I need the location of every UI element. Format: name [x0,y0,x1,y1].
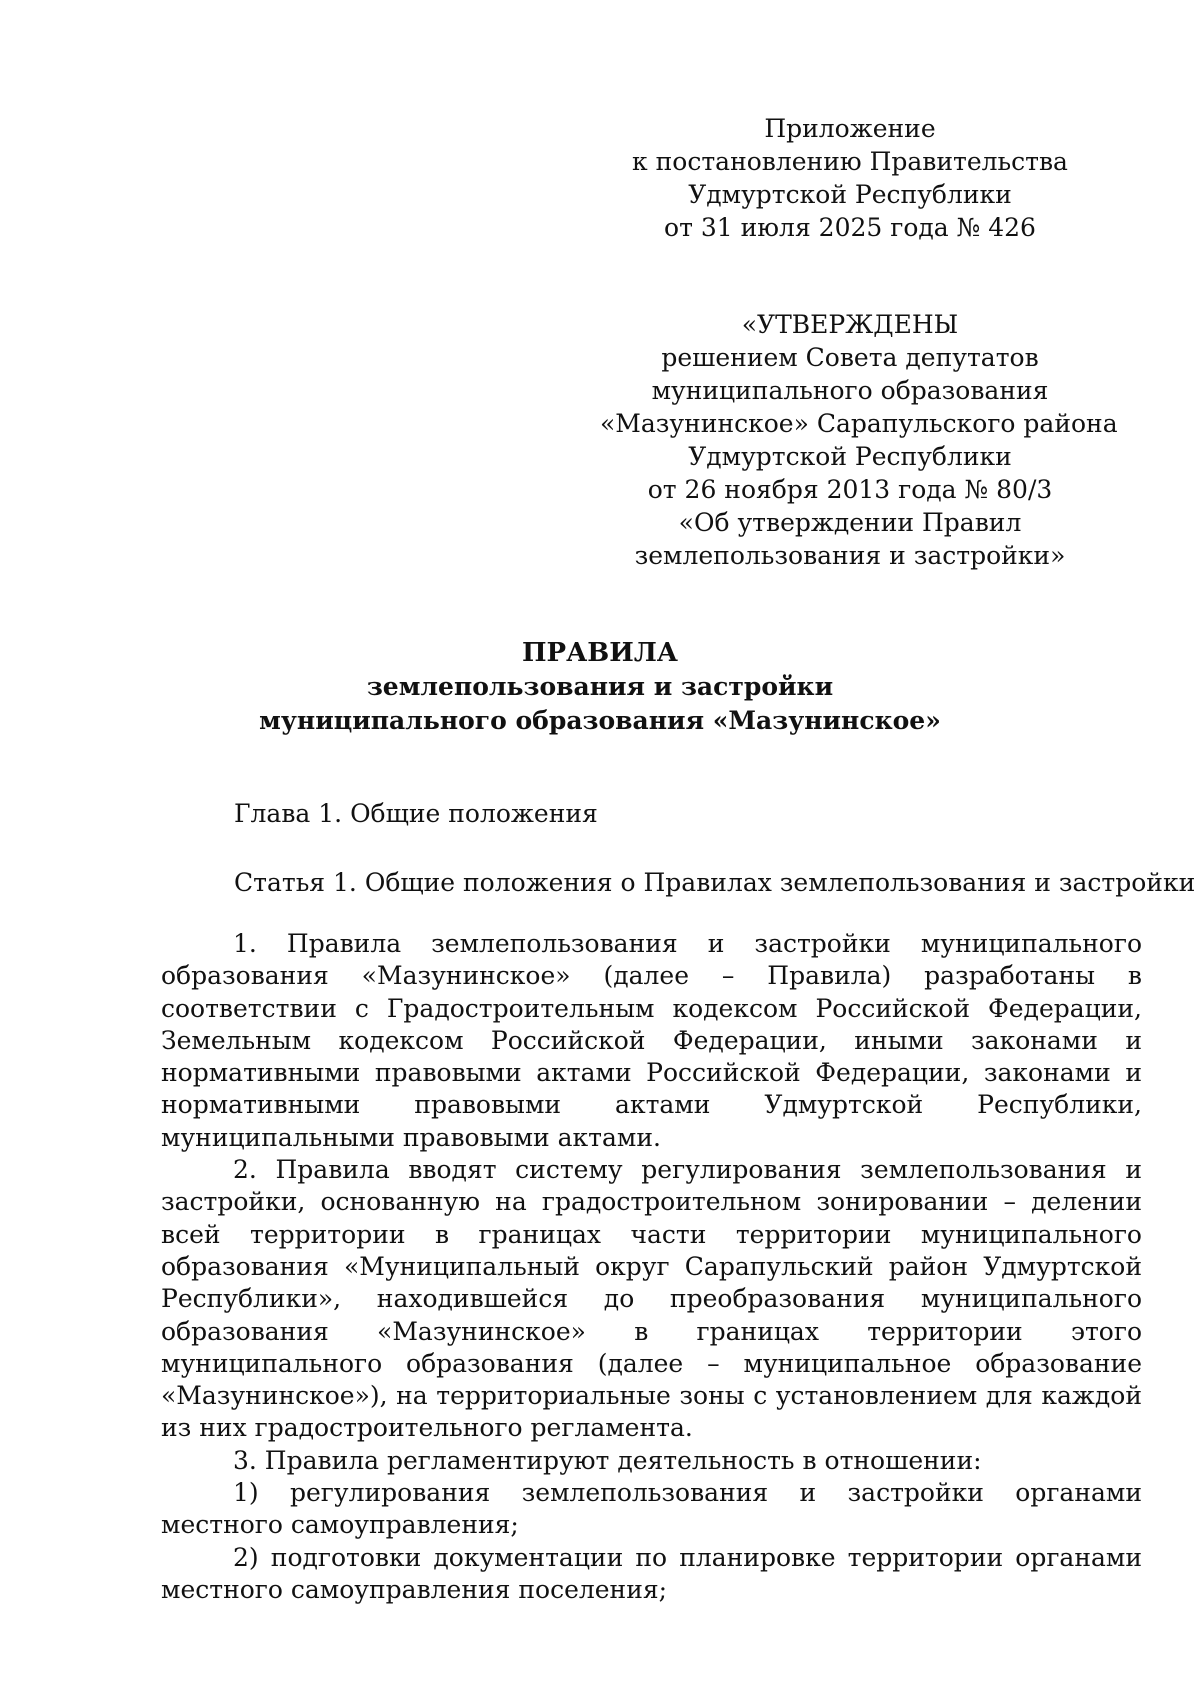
paragraph: 1. Правила землепользования и застройки муниципального образования «Мазунинское» (далее – Правила) разработаны в соответствии с Градостроительным кодексом Российской Федерации, Земельным кодексом Российской Федерации, иными законами и нормативными правовыми актами Российской Федерации, законами и нормативными правовыми актами Удмуртской Республики, муниципальными правовыми актами. [161,929,1142,1152]
document-title [150,636,1050,738]
approval-line: «Об утверждении Правил [678,508,1022,537]
approval-line: от 26 ноября 2013 года № 80/3 [647,475,1053,504]
article-heading: Статья 1. Общие положения о Правилах землепользования и застройки [234,868,1196,897]
title-subtitle: землепользования и застройки [366,672,834,701]
approval-line: землепользования и застройки» [634,541,1066,570]
approval-line: «Мазунинское» Сарапульского района [600,409,1118,438]
approval-stamp-block [600,308,1118,572]
article-body [161,928,1142,1606]
annex-line: от 31 июля 2025 года № 426 [664,213,1036,242]
annex-block [600,112,1100,244]
approval-line: Удмуртской Республики [688,442,1012,471]
annex-line: Удмуртской Республики [688,180,1012,209]
approval-line: «УТВЕРЖДЕНЫ [741,310,959,339]
paragraph: 1) регулирования землепользования и застройки органами местного самоуправления; [161,1478,1142,1540]
annex-line: к постановлению Правительства [632,147,1068,176]
paragraph: 3. Правила регламентируют деятельность в отношении: [233,1445,982,1475]
title-main: ПРАВИЛА [522,638,678,668]
approval-line: муниципального образования [651,376,1049,405]
approval-line: решением Совета депутатов [661,343,1039,372]
title-subtitle: муниципального образования «Мазунинское» [259,706,941,735]
paragraph: 2. Правила вводят систему регулирования землепользования и застройки, основанную на градостроительном зонировании – делении всей территории в границах части территории муниципального образования «Муниципальный округ Сарапульский район Удмуртской Республики», находившейся до преобразования муниципального образования «Мазунинское» в границах территории этого муниципального образования (далее – муниципальное образование «Мазунинское»), на территориальные зоны с установлением для каждой из них градостроительного регламента. [161,1155,1142,1443]
chapter-heading: Глава 1. Общие положения [234,799,598,828]
annex-line: Приложение [764,114,936,143]
paragraph: 2) подготовки документации по планировке территории органами местного самоуправления поселения; [161,1542,1142,1604]
